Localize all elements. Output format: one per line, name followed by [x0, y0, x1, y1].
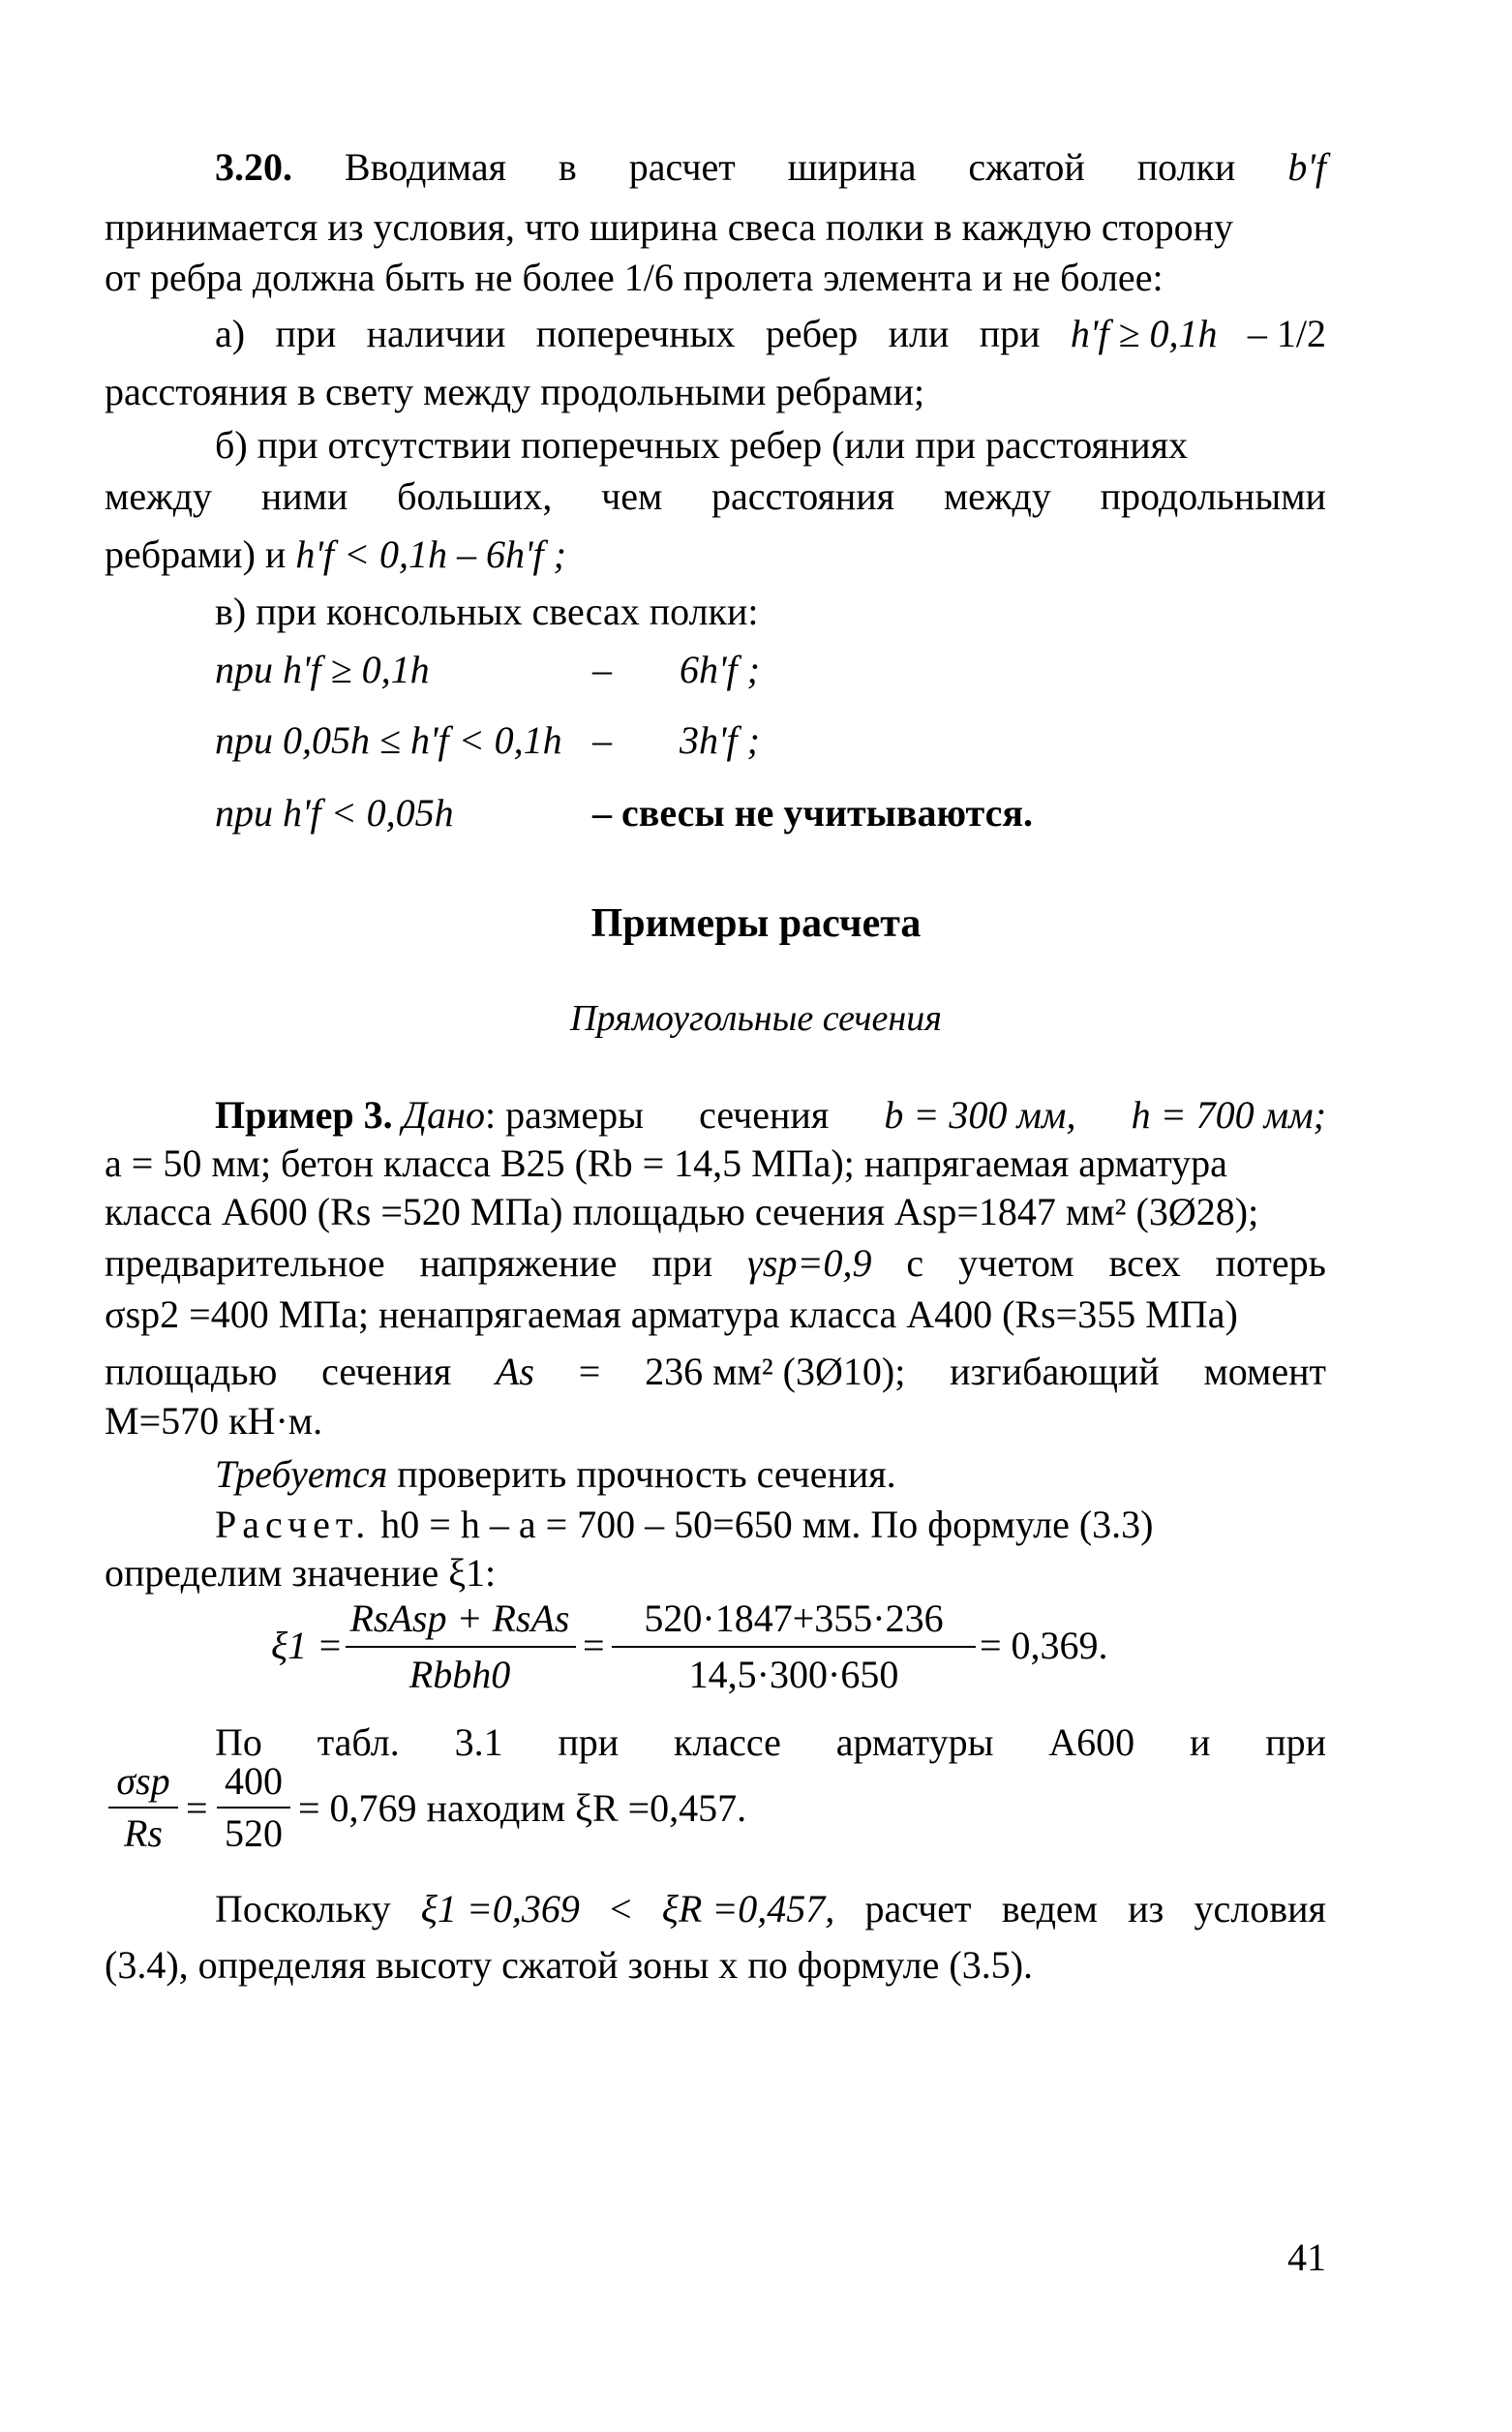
formula-2-num2: 400 [225, 1759, 283, 1803]
heading: Примеры расчета [590, 901, 922, 946]
formula-2-eq: = [186, 1786, 208, 1830]
c-row-3-cond: при h'f < 0,05h [215, 791, 454, 835]
word: арматуры [835, 1720, 994, 1764]
text: проверить прочность сечения. [387, 1452, 896, 1496]
word: или [888, 312, 950, 355]
word: полки [1136, 145, 1236, 189]
item-a-line-1 [215, 312, 1326, 355]
word: расстояния [711, 474, 895, 518]
example-line-1 [215, 1093, 1326, 1137]
word: при [1265, 1720, 1326, 1764]
word: сжатой [968, 145, 1085, 189]
word: и [1189, 1720, 1211, 1764]
para-3-20-line-1 [215, 145, 1326, 189]
condition: h'f < 0,1h – 6h'f ; [295, 532, 566, 576]
word: As [496, 1350, 534, 1393]
final-line-2: (3.4), определяя высоту сжатой зоны x по формуле (3.5). [105, 1943, 1034, 1987]
word: табл. [317, 1720, 400, 1764]
example-label: Пример 3. [215, 1093, 393, 1137]
calc-line-1 [215, 1505, 1153, 1544]
word: h = 700 мм; [1131, 1093, 1326, 1137]
word: = [578, 1350, 601, 1393]
word: между [105, 474, 213, 518]
word: классе [674, 1720, 781, 1764]
c-row-1-value: 6h'f ; [680, 648, 760, 691]
word: Поскольку [215, 1887, 391, 1930]
formula-1-den1: Rbbh0 [408, 1653, 511, 1696]
page-number: 41 [1287, 2235, 1326, 2279]
word: – 1/2 [1247, 312, 1326, 355]
word: больших, [397, 474, 553, 518]
c-row-1-dash: – [592, 648, 612, 691]
word: а) [215, 312, 246, 355]
word: из [1128, 1887, 1164, 1930]
word: площадью [105, 1350, 278, 1393]
symbol-bf: b'f [1287, 145, 1326, 189]
word: момент [1203, 1350, 1326, 1393]
required-label: Требуется [215, 1452, 388, 1496]
formula-2-result: = 0,769 находим ξR =0,457. [298, 1786, 747, 1830]
word: изгибающий [950, 1350, 1160, 1393]
para-3-20-line-3: от ребра должна быть не более 1/6 пролета элемента и не более: [105, 256, 1164, 299]
para-3-20-line-2: принимается из условия, что ширина свеса полки в каждую сторону [105, 205, 1234, 249]
word: с [906, 1241, 924, 1285]
word: поперечных [535, 312, 736, 355]
word: условия [1194, 1887, 1326, 1930]
subheading: Прямоугольные сечения [570, 998, 942, 1039]
section-number: 3.20. [215, 145, 292, 189]
calc-line-2: определим значение ξ1: [105, 1551, 497, 1595]
c-row-2-dash: – [592, 718, 612, 762]
c-row-2-value: 3h'f ; [680, 718, 760, 762]
given-label: Дано [402, 1093, 485, 1137]
item-b-line-1: б) при отсутствии поперечных ребер (или при расстояниях [215, 423, 1189, 467]
word: чем [601, 474, 663, 518]
item-b-line-2 [105, 474, 1326, 518]
formula-2-num: σsp [116, 1759, 170, 1803]
example-line-3: класса А600 (Rs =520 МПа) площадью сечения Asp=1847 мм² (3Ø28); [105, 1190, 1259, 1233]
example-line-6 [105, 1350, 1326, 1393]
word: По [215, 1720, 262, 1764]
word: сечения [321, 1350, 452, 1393]
formula-1-lhs: ξ1 = [271, 1624, 344, 1667]
word: в [558, 145, 577, 189]
formula-1-num1: RsAsp + RsAs [349, 1596, 570, 1640]
fraction-bar [217, 1807, 290, 1809]
para-tab-line [215, 1720, 1326, 1764]
c-row-1-cond: при h'f ≥ 0,1h [215, 648, 430, 691]
word: потерь [1215, 1241, 1326, 1285]
word: между [943, 474, 1051, 518]
word: продольными [1100, 474, 1326, 518]
word: γsp=0,9 [747, 1241, 872, 1285]
example-line-5: σsp2 =400 МПа; ненапрягаемая арматура класса А400 (Rs=355 МПа) [105, 1292, 1238, 1336]
formula-1-num2: 520·1847+355·236 [644, 1596, 944, 1640]
item-a-line-2: расстояния в свету между продольными ребрами; [105, 370, 925, 413]
example-line-7: M=570 кН·м. [105, 1399, 323, 1443]
word: сечения [699, 1093, 830, 1137]
word: ξR =0,457, [661, 1887, 835, 1930]
word: при [979, 312, 1041, 355]
word: ξ1 =0,369 [420, 1887, 580, 1930]
word: < [610, 1887, 632, 1930]
word: 236 мм² (3Ø10); [645, 1350, 906, 1393]
condition: h'f ≥ 0,1h [1070, 312, 1218, 355]
text: h0 = h – a = 700 – 50=650 мм. По формуле (3.3) [371, 1503, 1154, 1546]
word: ширина [787, 145, 917, 189]
word: наличии [366, 312, 506, 355]
c-row-2-cond: при 0,05h ≤ h'f < 0,1h [215, 718, 562, 762]
fraction-bar [612, 1646, 976, 1648]
word: всех [1108, 1241, 1181, 1285]
word: при [558, 1720, 620, 1764]
word: b = 300 мм, [884, 1093, 1076, 1137]
fraction-bar [108, 1807, 178, 1809]
word: : размеры [484, 1093, 644, 1137]
item-c-line-1: в) при консольных свесах полки: [215, 590, 759, 633]
calc-label: Расчет. [215, 1503, 372, 1546]
word: ведем [1001, 1887, 1098, 1930]
formula-2-den: Rs [124, 1811, 163, 1855]
fraction-bar [346, 1646, 576, 1648]
word: учетом [958, 1241, 1074, 1285]
formula-1-eq: = [583, 1624, 605, 1667]
word: при [275, 312, 337, 355]
word: предварительное [105, 1241, 385, 1285]
word: ребер [765, 312, 859, 355]
word: ними [260, 474, 348, 518]
c-row-3-value: – свесы не учитываются. [592, 791, 1034, 835]
word: Вводимая [344, 145, 506, 189]
formula-1-result: = 0,369. [980, 1624, 1108, 1667]
word: расчет [628, 145, 736, 189]
formula-1-den2: 14,5·300·650 [688, 1653, 899, 1696]
item-b-line-3 [105, 532, 566, 576]
required-line [215, 1452, 896, 1496]
word: расчет [864, 1887, 972, 1930]
example-line-4 [105, 1241, 1326, 1285]
word: 3.1 [454, 1720, 503, 1764]
word: напряжение [419, 1241, 618, 1285]
text: ребрами) и [105, 532, 287, 576]
final-line-1 [215, 1887, 1326, 1930]
example-line-2: a = 50 мм; бетон класса В25 (Rb = 14,5 МПа); напрягаемая арматура [105, 1141, 1227, 1185]
word: А600 [1048, 1720, 1135, 1764]
formula-2-den2: 520 [225, 1811, 283, 1855]
word: при [651, 1241, 713, 1285]
